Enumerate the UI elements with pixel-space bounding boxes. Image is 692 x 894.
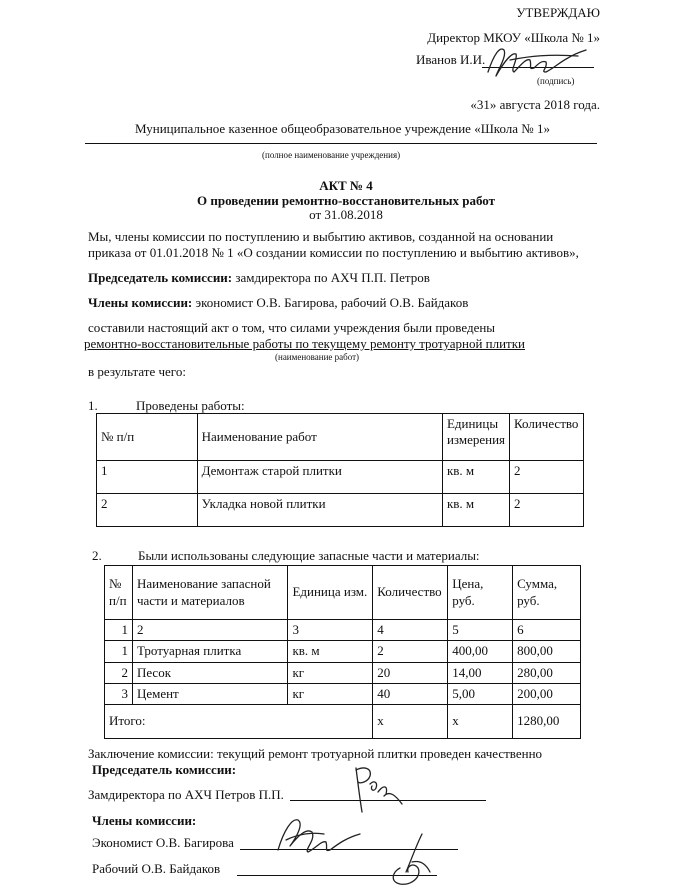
table-cell: 1: [105, 620, 133, 641]
chair-label: Председатель комиссии:: [88, 270, 233, 285]
table-total-row: [105, 705, 581, 739]
table-cell: кв. м: [442, 461, 509, 494]
statement-result: в результате чего:: [88, 364, 186, 379]
section2-number: 2.: [92, 548, 102, 563]
director-signature: [480, 40, 590, 85]
table-cell: 14,00: [448, 662, 513, 683]
approval-title: УТВЕРЖДАЮ: [516, 5, 600, 20]
table-cell: кв. м: [288, 641, 373, 662]
section1-title: Проведены работы:: [136, 398, 245, 413]
table-row: [97, 461, 584, 494]
table-cell: кг: [288, 662, 373, 683]
institution-name: Муниципальное казенное общеобразовательное учреждение «Школа № 1»: [135, 121, 550, 136]
table-cell: Песок: [132, 662, 288, 683]
works-caption: (наименование работ): [275, 352, 360, 362]
member2-sign-name: Рабочий О.В. Байдаков: [92, 861, 221, 876]
header-cell: Единица изм.: [288, 566, 373, 620]
institution-caption: (полное наименование учреждения): [262, 150, 401, 160]
total-sum: 1280,00: [513, 705, 581, 739]
header-cell: Цена, руб.: [448, 566, 513, 620]
signature-caption: (подпись): [537, 76, 575, 86]
intro-line-1: Мы, члены комиссии по поступлению и выбытию активов, созданной на основании: [88, 229, 554, 244]
member1-signature: [268, 810, 368, 862]
chair-sign-name: Замдиректора по АХЧ Петров П.П.: [88, 787, 284, 802]
table-cell: 2: [132, 620, 288, 641]
table-cell: 5: [448, 620, 513, 641]
table-row: [105, 641, 581, 662]
conclusion-text: Заключение комиссии: текущий ремонт тротуарной плитки проведен качественно: [88, 746, 543, 761]
header-cell: Количество: [510, 414, 584, 461]
table-cell: 1: [105, 641, 133, 662]
total-label: Итого:: [105, 705, 373, 739]
approval-date: «31» августа 2018 года.: [470, 97, 600, 112]
table-cell: 40: [373, 683, 448, 704]
table-cell: Укладка новой плитки: [197, 494, 442, 527]
table-cell: Тротуарная плитка: [132, 641, 288, 662]
total-cell: х: [373, 705, 448, 739]
chair-value: замдиректора по АХЧ П.П. Петров: [232, 270, 430, 285]
table-row: [97, 494, 584, 527]
table-cell: 2: [97, 494, 198, 527]
intro-line-2: приказа от 01.01.2018 № 1 «О создании комиссии по поступлению и выбытию активов»,: [88, 245, 579, 260]
table-cell: 6: [513, 620, 581, 641]
member2-signature: [382, 828, 442, 890]
table-cell: 4: [373, 620, 448, 641]
institution-line: [85, 143, 597, 144]
table-cell: 2: [510, 461, 584, 494]
total-cell: х: [448, 705, 513, 739]
header-cell: Сумма, руб.: [513, 566, 581, 620]
statement-line-1: составили настоящий акт о том, что силами учреждения были проведены: [88, 320, 496, 335]
table-cell: 3: [105, 683, 133, 704]
member1-sign-name: Экономист О.В. Багирова: [92, 835, 234, 850]
act-date: от 31.08.2018: [309, 207, 383, 222]
table-cell: Цемент: [132, 683, 288, 704]
table-cell: Демонтаж старой плитки: [197, 461, 442, 494]
conclusion-chair-label: Председатель комиссии:: [92, 762, 237, 777]
table-cell: 2: [373, 641, 448, 662]
works-table: [96, 413, 584, 527]
table-cell: 400,00: [448, 641, 513, 662]
header-cell: Количество: [373, 566, 448, 620]
header-cell: Наименование запасной части и материалов: [132, 566, 288, 620]
table-cell: 3: [288, 620, 373, 641]
table-cell: 800,00: [513, 641, 581, 662]
table-cell: 2: [105, 662, 133, 683]
members-label: Члены комиссии:: [88, 295, 193, 310]
table-row: [105, 683, 581, 704]
table-cell: 20: [373, 662, 448, 683]
table-cell: 280,00: [513, 662, 581, 683]
table-cell: 2: [510, 494, 584, 527]
materials-table: [104, 565, 581, 739]
table-cell: кг: [288, 683, 373, 704]
header-cell: № п/п: [97, 414, 198, 461]
table-cell: кв. м: [442, 494, 509, 527]
table-row: [105, 662, 581, 683]
section1-number: 1.: [88, 398, 98, 413]
commission-members: [88, 295, 468, 311]
section2-title: Были использованы следующие запасные части и материалы:: [138, 548, 480, 563]
table-index-row: [105, 620, 581, 641]
table-cell: 5,00: [448, 683, 513, 704]
act-number: АКТ № 4: [319, 178, 373, 193]
table-cell: 1: [97, 461, 198, 494]
header-cell: № п/п: [105, 566, 133, 620]
works-name: ремонтно-восстановительные работы по текущему ремонту тротуарной плитки: [84, 336, 526, 351]
conclusion-members-label: Члены комиссии:: [92, 813, 197, 828]
approval-name: Иванов И.И.: [416, 52, 486, 67]
commission-chair: [88, 270, 430, 286]
table-cell: 200,00: [513, 683, 581, 704]
act-subject: О проведении ремонтно-восстановительных работ: [196, 193, 495, 208]
header-cell: Наименование работ: [197, 414, 442, 461]
approval-position: Директор МКОУ «Школа № 1»: [427, 30, 600, 45]
header-cell: Единицы измерения: [442, 414, 509, 461]
table-header-row: [97, 414, 584, 461]
members-value: экономист О.В. Багирова, рабочий О.В. Байдаков: [192, 295, 469, 310]
table-header-row: [105, 566, 581, 620]
